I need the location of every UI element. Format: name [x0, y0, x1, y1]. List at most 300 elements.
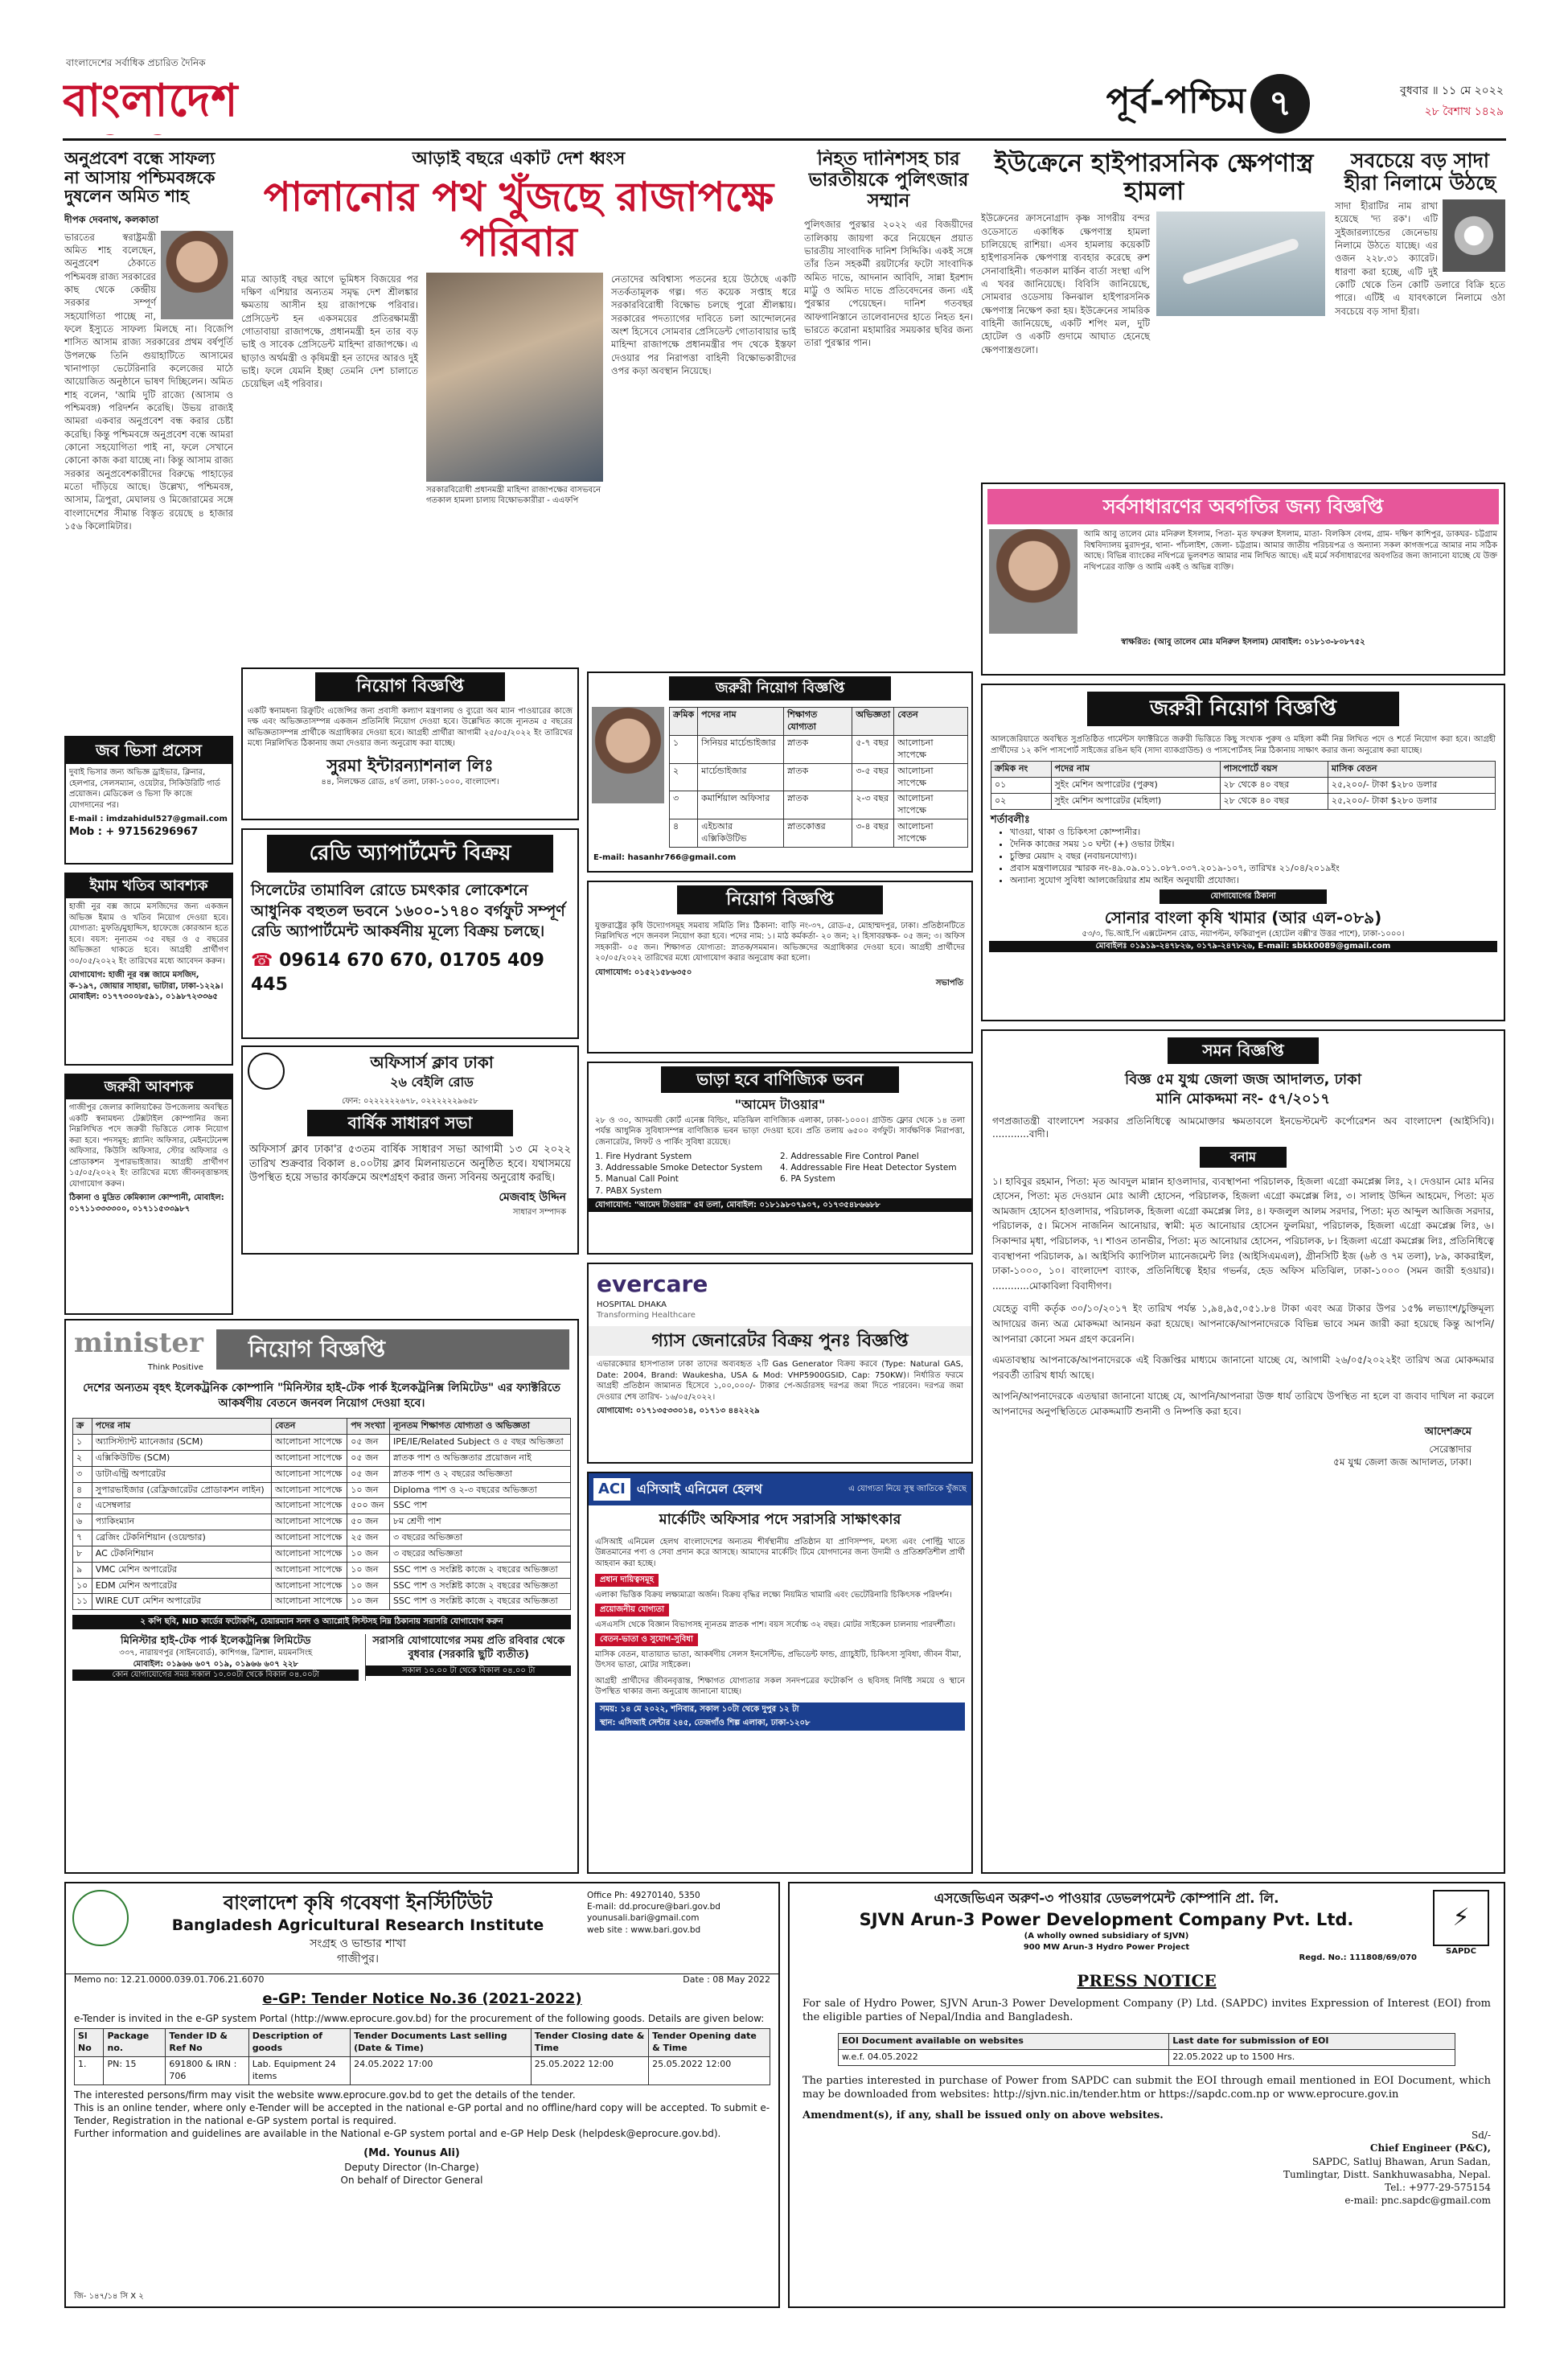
table-header-cell: পদ সংখ্যা — [347, 1419, 390, 1435]
ad-title: ইমাম খতিব আবশ্যক — [66, 874, 232, 898]
condition-item: • খাওয়া, থাকা ও চিকিৎসা কোম্পানীর। — [1010, 827, 1496, 839]
table-header-cell: ক্র — [73, 1419, 92, 1435]
table-cell: সুইং মেশিন অপারেটর (মহিলা) — [1051, 793, 1220, 809]
fire-safety-item: 2. Addressable Fire Control Panel — [780, 1152, 919, 1162]
table-header-cell: Tender ID & Ref No — [166, 2029, 248, 2057]
table-cell: ৫ — [73, 1498, 92, 1514]
table-header-cell: Tender Opening date & Time — [649, 2029, 770, 2057]
article-body: সাদা হীরাটির নাম রাখা হয়েছে 'দ্য রক'। এটি সুইজারল্যান্ডের জেনেভায় নিলামে উঠতে যাচ্ছে। এর ওজন ২২৮.৩১ ক্যারেট। ধারণা করা হচ্ছে, এটি দুই কোটি থেকে তিন কোটি ডলারে বিক্রি হতে পারে। এটিই এ যাবৎকালে নিলামে ওঠা সবচেয়ে বড় সাদা হীরা। — [1335, 200, 1505, 317]
ad-officers-club — [241, 1045, 579, 1255]
ad-email[interactable]: E-mail: hasanhr766@gmail.com — [593, 852, 737, 862]
building-name: "আমেদ টাওয়ার" — [734, 1097, 826, 1112]
table-cell: আলোচনা সাপেক্ষে — [271, 1466, 347, 1482]
memo-date: Date : 08 May 2022 — [683, 1974, 770, 1985]
table-cell: ৯ — [73, 1562, 92, 1578]
memo-no: Memo no: 12.21.0000.039.01.706.21.6070 — [74, 1974, 265, 1985]
signatory-role: Deputy Director (In-Charge) — [344, 2161, 479, 2173]
ad-mobile[interactable]: Mob : + 97156296967 — [69, 825, 199, 838]
table-cell: ৩-৫ বছর — [852, 763, 894, 791]
sjvn-address-2: Tumlingtar, Distt. Sankhuwasabha, Nepal. — [1283, 2168, 1491, 2180]
ad-aci-animal-health — [587, 1472, 973, 1874]
table-cell: মার্চেন্ডাইজার — [698, 763, 784, 791]
ad-body: এভারকেয়ার হাসপাতাল ঢাকা তাদের অব্যবহৃত ২টি Gas Generator বিক্রয় করবে (Type: Natural GAS, Date: 2004, Brand: Waukesha, USA & Mod: VHP5900GSID, Cap: 750KW)। নির্ধারিত ফরমে আগ্রহী প্রতিষ্ঠান জামানত হিসেবে ১,০০,০০০/- টাকার পে-অর্ডারসহ দরপত্র জমা দিতে পারবেন। দরপত্র জমা দেওয়ার শেষ তারিখ- ১৬/০৫/২০২২। — [597, 1360, 963, 1402]
table-row — [73, 1546, 571, 1562]
table-cell: ৩ — [670, 791, 698, 819]
evercare-sub: HOSPITAL DHAKA — [597, 1300, 667, 1309]
table-cell: ২ — [73, 1450, 92, 1466]
table-header-cell: বেতন — [271, 1419, 347, 1435]
eoi-table — [838, 2033, 1455, 2066]
table-cell: আলোচনা সাপেক্ষে — [894, 791, 968, 819]
table-cell: আলোচনা সাপেক্ষে — [271, 1594, 347, 1610]
conditions-list — [983, 827, 1504, 886]
table-cell: আলোচনা সাপেক্ষে — [894, 735, 968, 763]
masthead-tagline: বাংলাদেশের সর্বাধিক প্রচারিত দৈনিক — [66, 57, 206, 68]
table-row — [73, 1530, 571, 1546]
table-cell: ০৫ জন — [347, 1466, 390, 1482]
table-cell: ১১ — [73, 1594, 92, 1610]
section-qualification-body: এসএসসি থেকে বিজ্ঞান বিভাগসহ ন্যূনতম স্নাতক পাশ। বয়স সর্বোচ্চ ৩২ বছর। মোটর সাইকেল চালনায় পারদর্শীতা। — [595, 1620, 956, 1629]
company-mobile[interactable]: মোবাইলঃ ০১৯১৯-২৪৭৮২৬, ০১৭৯-২৪৭৮২৬, E-mail: sbkk0089@gmail.com — [989, 941, 1497, 952]
fire-safety-item: 5. Manual Call Point — [595, 1174, 679, 1185]
table-header-cell: Package no. — [104, 2029, 166, 2057]
bari-name-en: Bangladesh Agricultural Research Institute — [171, 1916, 544, 1935]
table-cell: এসেম্বলার — [92, 1498, 271, 1514]
ad-contact: যোগাযোগ: হাজী নূর বক্স জামে মসজিদ, ক-১৯৭, জোয়ার সাহারা, ভাটারা, ঢাকা-১২২৯। মোবাইল: ০১৭৭৩০০৮৫৯১, ০১৯৮৭২৩৩৬৫ — [69, 971, 224, 1002]
tender-p2: This is an online tender, where only e-Tender will be accepted in the national e-GP portal and no offline/hard copy will be accepted. To submit e-Tender, Registration in the national e-GP system portal is required. — [74, 2101, 770, 2126]
company-mobile[interactable]: মোবাইল: ০১৯৬৬ ৬০৭ ০১৯, ০১৯৬৬ ৬০৭ ২২৮ — [133, 1659, 298, 1669]
protest-photo — [426, 273, 603, 482]
ad-title: নিয়োগ বিজ্ঞপ্তি — [315, 672, 505, 701]
sjvn-email[interactable]: e-mail: pnc.sapdc@gmail.com — [1344, 2195, 1491, 2207]
sjvn-title-en: SJVN Arun-3 Power Development Company Pvt. Ltd. — [859, 1909, 1354, 1929]
table-cell: আলোচনা সাপেক্ষে — [271, 1450, 347, 1466]
table-cell: কমার্শিয়াল অফিসার — [698, 791, 784, 819]
summons-order: আদেশক্রমে — [1424, 1426, 1472, 1439]
table-cell: 22.05.2022 up to 1500 Hrs. — [1169, 2049, 1455, 2065]
table-cell: AC টেকনিশিয়ান — [92, 1546, 271, 1562]
fire-safety-item: 3. Addressable Smoke Detector System — [595, 1163, 763, 1173]
signatory-role-2: On behalf of Director General — [340, 2175, 483, 2186]
interview-place: স্থান: এসিআই সেন্টার ২৪৫, তেজগাঁও শিল্প এলাকা, ঢাকা-১২০৮ — [595, 1716, 965, 1731]
table-cell: ১০ জন — [347, 1482, 390, 1498]
headline: নিহত দানিশসহ চার ভারতীয়কে পুলিৎজার সম্মান — [808, 150, 969, 212]
ad-title: জরুরী নিয়োগ বিজ্ঞপ্তি — [669, 676, 891, 700]
ad-intro: এসিআই এনিমেল হেলথ বাংলাদেশের অন্যতম শীর্ষস্থানীয় প্রতিষ্ঠান যা প্রাণিসম্পদ, মৎস্য এবং পোল্ট্রি খাতে উন্নতমানের পণ্য ও সেবা প্রদান করে আসছে। আমাদের মার্কেটিং টিমে যোগদানের জন্য উদ্যমী ও প্রতিশ্রুতিশীল প্রার্থী আহবান করা হচ্ছে। — [595, 1537, 965, 1568]
table-row — [670, 819, 968, 848]
table-cell: SSC পাশ — [389, 1498, 570, 1514]
ad-intro: দেশের অন্যতম বৃহৎ ইলেকট্রনিক কোম্পানি "মিনিস্টার হাই-টেক পার্ক ইলেকট্রনিক্স লিমিটেড" এর ফ্যাক্টরিতে আকর্ষণীয় বেতনে জনবল নিয়োগ দেওয়া হবে। — [83, 1382, 560, 1411]
ad-body: হাজী নুর বক্স জামে মসজিদের জন্য একজন অভিজ্ঞ ইমাম ও খতিব নিয়োগ দেওয়া হবে। যোগ্যতা: মুফতি/মুহাদ্দিস, হাফেজে কোরআন হতে হবে। বয়স: নূন্যতম ৩৫ বছর ও ৫ বছরের অভিজ্ঞতা থাকতে হবে। আগ্রহী প্রার্থীগণ ৩০/০৫/২০২২ ইং তারিখের মধ্যে আবেদন করুন। — [69, 902, 228, 966]
signatory-name: (Md. Younus Ali) — [363, 2147, 460, 2160]
table-cell: SSC পাশ ও সংশ্লিষ্ট কাজে ২ বছরের অভিজ্ঞতা — [389, 1594, 570, 1610]
article-body: ইউক্রেনের ক্রাসনোগ্রাদ কৃষ্ণ সাগরীয় বন্দর ওডেসাতে একাধিক ক্ষেপণাস্ত্র হামলা চালিয়েছে রাশিয়া। এসব হামলায় কয়েকটি হাইপারসনিক ক্ষেপণাস্ত্র ব্যবহার করেছে রুশ সেনাবাহিনী। গতকাল মার্কিন বার্তা সংস্থা এপি এ খবর জানিয়েছে। বিবিসি জানিয়েছে, সোমবার ওডেসায় কিনঝাল হাইপারসনিক ক্ষেপণাস্ত্র নিক্ষেপ করা হয়। ইউক্রেনের সামরিক বাহিনী জানিয়েছে, একটি শপিং মল, দুটি হোটেল ও একটি গুদামে আঘাত হেনেছে ক্ষেপণাস্ত্রগুলো। — [981, 212, 1150, 355]
ad-contact: যোগাযোগ: ০১৫২১৫৮৬৩৫০ — [595, 967, 692, 977]
summons-para-3: আপনি/আপনাদেরকে এতদ্বারা জানানো যাচ্ছে যে, আপনি/আপনারা উক্ত ধার্য তারিখে উপস্থিত না হলে বা জবাব দাখিল না করলে আপনাদের অনুপস্থিতিতে মোকদ্দমাটি শুনানী ও নিষ্পত্তি করা হবে। — [992, 1390, 1494, 1417]
table-header-cell: পদের নাম — [698, 708, 784, 736]
summons-title: সমন বিজ্ঞপ্তি — [1168, 1037, 1319, 1064]
ad-body: দুবাই ভিসার জন্য অভিজ্ঞ ড্রাইভার, ক্লিনার, হেলপার, সেলসম্যান, ওয়েটার, সিকিউরিটি গার্ড প্রয়োজন। মেডিকেল ও ভিসা ফি কাজে যোগদানের পর। — [69, 768, 220, 810]
table-cell: SSC পাশ ও সংশ্লিষ্ট কাজে ২ বছরের অভিজ্ঞতা — [389, 1578, 570, 1594]
table-cell: আলোচনা সাপেক্ষে — [271, 1546, 347, 1562]
table-row — [670, 735, 968, 763]
ad-job-visa — [64, 736, 233, 865]
table-cell: ৮ম শ্রেণী পাশ — [389, 1514, 570, 1530]
section-duties: প্রধান দায়িত্বসমূহ — [595, 1574, 659, 1587]
contact-hours: কোন যোগাযোগের সময় সকাল ১০.০০টা থেকে বিকাল ০৪.০০টা — [72, 1670, 359, 1681]
ad-email[interactable]: E-mail : imdzahidul527@gmail.com — [69, 815, 228, 824]
headline: পালানোর পথ খুঁজছে রাজাপক্ষে পরিবার — [263, 173, 774, 265]
table-cell: ৪ — [73, 1482, 92, 1498]
headline: সবচেয়ে বড় সাদা হীরা নিলামে উঠছে — [1344, 150, 1496, 195]
company-address: ৩৩৭, নারায়ণপুর (সাইনবোর্ড), কাশিগঞ্জ, ত্রিশাল, ময়মনসিংহ — [119, 1649, 313, 1658]
page-number-badge: ৭ — [1250, 74, 1310, 133]
ad-urgent-recruitment-table — [587, 672, 973, 873]
sjvn-reg: Regd. No.: 111808/69/070 — [1299, 1953, 1417, 1963]
ad-company: সুরমা ইন্টারন্যাশনাল লিঃ — [326, 755, 494, 775]
byline: দীপক দেবনাথ, কলকাতা — [64, 213, 159, 225]
table-cell: আলোচনা সাপেক্ষে — [894, 763, 968, 791]
club-phone: ফোন: ০২২২২২২৬৭৮, ০২২২২২২৯৬৫৮ — [342, 1096, 478, 1106]
notice-title: সর্বসাধারণের অবগতির জন্য বিজ্ঞপ্তি — [987, 489, 1499, 524]
table-header-cell: Last date for submission of EOI — [1169, 2033, 1455, 2049]
table-cell: WIRE CUT মেশিন অপারেটর — [92, 1594, 271, 1610]
table-cell: স্নাতক পাশ ও ২ বছরের অভিজ্ঞতা — [389, 1466, 570, 1482]
table-cell: ব্রেজিং টেকনিশিয়ান (ওয়েল্ডার) — [92, 1530, 271, 1546]
ad-surma-recruitment — [241, 667, 579, 820]
bari-dept: সংগ্রহ ও ভান্ডার শাখা — [310, 1937, 406, 1951]
ad-title: মার্কেটিং অফিসার পদে সরাসরি সাক্ষাৎকার — [659, 1511, 901, 1529]
ad-sign: সভাপতি — [935, 979, 963, 988]
ad-title: গ্যাস জেনারেটর বিক্রয় পুনঃ বিজ্ঞপ্তি — [589, 1326, 971, 1357]
agm-title: বার্ষিক সাধারণ সভা — [307, 1110, 513, 1136]
table-header-cell: মাসিক বেতন — [1328, 762, 1495, 778]
table-header-cell: পাসপোর্টে বয়স — [1220, 762, 1328, 778]
ad-ready-apartment — [241, 828, 579, 1039]
table-cell: ৫০ জন — [347, 1514, 390, 1530]
conditions-title: শর্তাবলীঃ — [991, 813, 1030, 826]
table-cell: ৩ — [73, 1466, 92, 1482]
advertiser-photo — [592, 707, 664, 803]
ad-title: জরুরী নিয়োগ বিজ্ঞপ্তি — [1087, 692, 1399, 726]
table-cell: স্নাতকোত্তর — [784, 819, 852, 848]
ad-body: আলজেরিয়াতে অবস্থিত সুপ্রতিষ্ঠিত গার্মেন্টস ফ্যাক্টরিতে জরুরী ভিত্তিতে কিছু সংখ্যক পুরুষ ও মহিলা কর্মী নিম্ন লিখিত পদে ও শর্তে নিয়োগ করা হবে। আগ্রহী প্রার্থীদের ১২ কপি পাসপোর্ট সাইজের রঙিন ছবি (সাদা ব্যাকগ্রাউন্ড) ও পাসপোর্টসহ নিম্ন ঠিকানায় সাক্ষাৎ করার জন্য অনুরোধ করা যাচ্ছে। — [991, 735, 1496, 755]
vacancy-table — [669, 707, 968, 847]
table-cell: VMC মেশিন অপারেটর — [92, 1562, 271, 1578]
summons-role: সেরেস্তাদার — [1429, 1444, 1472, 1456]
company-name: সোনার বাংলা কৃষি খামার (আর এল-০৮৯) — [1104, 907, 1382, 927]
fire-safety-item: 1. Fire Hydrant System — [595, 1152, 692, 1162]
table-cell: এক্সিকিউটিভ (SCM) — [92, 1450, 271, 1466]
table-cell: ৭ — [73, 1530, 92, 1546]
article-pulitzer — [804, 150, 973, 632]
table-row — [670, 791, 968, 819]
kicker: আড়াই বছরে একটি দেশ ধ্বংস — [412, 150, 626, 169]
table-cell: ৬ — [73, 1514, 92, 1530]
press-notice-heading: PRESS NOTICE — [1077, 1970, 1217, 1990]
fire-safety-list — [589, 1149, 971, 1198]
bari-website[interactable]: web site : www.bari.gov.bd — [587, 1924, 701, 1935]
evercare-logo: evercare — [597, 1271, 708, 1297]
notice-sign: স্বাক্ষরিত: (আবু তালেব মোঃ মনিরুল ইসলাম) মোবাইল: ০১৮১৩-৮০৮৭৫২ — [1121, 638, 1365, 647]
headline: ইউক্রেনে হাইপারসনিক ক্ষেপণাস্ত্র হামলা — [994, 150, 1314, 206]
ad-body: সিলেটের তামাবিল রোডে চমৎকার লোকেশনে আধুনিক বহুতল ভবনে ১৬০০-১৭৪০ বর্গফুট সম্পূর্ণ রেডি অ্যাপার্টমেন্ট আকর্ষনীয় মূল্যে বিক্রয় চলছে। — [251, 881, 565, 941]
fire-safety-item: 4. Addressable Fire Heat Detector System — [780, 1163, 957, 1173]
table-cell: ০১ — [991, 777, 1052, 793]
ad-contact: ঠিকানা ও মুদ্রিত কেমিক্যাল কোম্পানী, মোবাইল: ০১৭১১৩৩৩৩০০, ০১৭১১৫৩৩৯৮৭ — [69, 1193, 224, 1214]
tender-title: e-GP: Tender Notice No.36 (2021-2022) — [262, 1990, 582, 2007]
table-cell: ৫-৭ বছর — [852, 735, 894, 763]
table-row — [73, 1594, 571, 1610]
table-cell: Diploma পাশ ও ২-৩ বছরের অভিজ্ঞতা — [389, 1482, 570, 1498]
aci-tag: এ যোগ্যতা নিয়ে সুস্থ জাতিকে খুঁজছে — [848, 1485, 967, 1494]
summons-para-2: এমতাবস্থায় আপনাকে/আপনাদেরকে এই বিজ্ঞপ্তির মাধ্যমে জানানো যাচ্ছে যে, আগামী ২৬/০৫/২০২২ইং তারিখ অত্র মোকদ্দমার পরবর্তী তারিখ ধার্য্য আছে। — [992, 1354, 1494, 1381]
interview-time: সকাল ১০.০০ টা থেকে বিকাল ০৪.০০ টা — [366, 1665, 571, 1677]
section-benefits: বেতন-ভাতা ও সুযোগ-সুবিধা — [595, 1633, 698, 1646]
ad-krishi-recruitment — [587, 881, 973, 1054]
table-header-cell: Description of goods — [248, 2029, 350, 2057]
ad-imam — [64, 873, 233, 1066]
ad-title: নিয়োগ বিজ্ঞপ্তি — [677, 885, 883, 914]
table-header-cell: পদের নাম — [92, 1419, 271, 1435]
signatory-role: Chief Engineer (P&C), — [1369, 2142, 1491, 2154]
company-address: ৫৩/৩, ভি.আই.পি এক্সটেনশন রোড, নয়াপল্টন, ফকিরাপুল (হোটেল বক্সী'র উত্তর পাশে), ঢাকা-১০০০। — [1082, 929, 1405, 939]
table-cell: ৫০০ জন — [347, 1498, 390, 1514]
photo-caption: সরকারবিরোধী প্রধানমন্ত্রী মাহিন্দা রাজাপক্ষের বাসভবনে গতকাল হামলা চালায় বিক্ষোভকারীরা - এএফপি — [426, 485, 601, 506]
table-row — [73, 1466, 571, 1482]
table-cell: সুপারভাইজার (রেফ্রিজারেটর প্রোডাকশন লাইন) — [92, 1482, 271, 1498]
section-benefits-body: মাসিক বেতন, যাতায়াত ভাতা, আকর্ষণীয় সেলস ইনসেন্টিভ, প্রভিডেন্ট ফান্ড, গ্র্যাচুইটি, চিকিৎসা সুবিধা, জীবন বীমা, উৎসব ভাতা, মোটর সাইকেল। — [595, 1649, 962, 1670]
table-cell: Lab. Equipment 24 items — [248, 2056, 350, 2084]
address-title: যোগাযোগের ঠিকানা — [1160, 889, 1327, 904]
table-cell: ২৫,২০০/- টাকা $২৮০ ডলার — [1328, 777, 1495, 793]
ad-contact: যোগাযোগ: ০১৭১৩৫৩৩০১৪, ০১৭১৩ ৪৪২২২৯ — [597, 1407, 760, 1416]
table-cell: ১০ — [73, 1578, 92, 1594]
table-cell: 24.05.2022 17:00 — [351, 2056, 532, 2084]
table-cell: ০৫ জন — [347, 1435, 390, 1451]
summons-court: ৫ম যুগ্ম জেলা জজ আদালত, ঢাকা। — [1333, 1456, 1472, 1468]
table-cell: আলোচনা সাপেক্ষে — [271, 1435, 347, 1451]
section-title: পূর্ব-পশ্চিম — [1106, 80, 1246, 121]
table-cell: আলোচনা সাপেক্ষে — [271, 1482, 347, 1498]
lightning-logo-icon: ⚡ — [1433, 1890, 1489, 1946]
ad-evercare-generator — [587, 1263, 973, 1464]
plaintiff: গণপ্রজাতন্ত্রী বাংলাদেশ সরকার প্রতিনিধিত্বে আমমোক্তার ক্ষমতাবলে ইনভেস্টমেন্ট কর্পোরেশন অব বাংলাদেশ (আইসিবি)। ............বাদী। — [992, 1115, 1494, 1140]
table-row — [73, 1514, 571, 1530]
table-cell: w.e.f. 04.05.2022 — [839, 2049, 1169, 2065]
date-line: বুধবার ॥ ১১ মে ২০২২ — [1400, 84, 1504, 97]
table-cell: 691800 & IRN : 706 — [166, 2056, 248, 2084]
table-header-cell: বেতন — [894, 708, 968, 736]
diamond-photo — [1443, 199, 1505, 272]
table-header-cell: ক্রমিক নং — [991, 762, 1052, 778]
table-cell: স্নাতক — [784, 763, 852, 791]
table-cell: ৩-৪ বছর — [852, 819, 894, 848]
ad-code: জি- ১৪৭/১৪ সি X ২ — [74, 2291, 144, 2301]
minister-logo: minister — [74, 1327, 203, 1359]
table-cell: সুইং মেশিন অপারেটর (পুরুষ) — [1051, 777, 1220, 793]
table-cell: আলোচনা সাপেক্ষে — [271, 1514, 347, 1530]
interview-date: সময়: ১৪ মে ২০২২, শনিবার, সকাল ১০টা থেকে দুপুর ১২ টা — [595, 1702, 965, 1717]
section-qualification: প্রয়োজনীয় যোগ্যতা — [595, 1604, 669, 1616]
condition-item: • অন্যান্য সুযোগ সুবিধা আলজেরিয়ার শ্রম আইন অনুযায়ী প্রযোজ্য। — [1010, 875, 1496, 887]
sd: Sd/- — [1472, 2130, 1491, 2142]
ad-body: ২৮ ও ৩০, আদমজী কোর্ট এনেক্স বিল্ডিং, মতিঝিল বাণিজ্যিক এলাকা, ঢাকা-১০০০। গ্রাউন্ড ফ্লোর থেকে ১৪ তলা পর্যন্ত আধুনিক সুবিধাসম্পন্ন বাণিজ্যিক ভবন ভাড়া দেওয়া হবে। প্রতি তলায় ৬৫০০ বর্গফুট। সার্বক্ষণিক নিরাপত্তা, জেনারেটর, লিফট ও পার্কিং সুবিধা রয়েছে। — [595, 1115, 965, 1147]
table-header-cell: Tender Closing date & Time — [531, 2029, 648, 2057]
bari-email[interactable]: E-mail: dd.procure@bari.gov.bd — [587, 1902, 720, 1912]
tender-intro: e-Tender is invited in the e-GP system Portal (http://www.eprocure.gov.bd) for the procurement of the following goods. Details are given below: — [74, 2012, 765, 2024]
sjvn-address-1: SAPDC, Satluj Bhawan, Arun Sadan, — [1311, 2155, 1491, 2167]
table-header-cell: পদের নাম — [1051, 762, 1220, 778]
section-duties-body: এলাকা ভিত্তিক বিক্রয় লক্ষ্যমাত্রা অর্জন। বিক্রয় বৃদ্ধির লক্ষ্যে নিয়মিত খামারি এবং ভেটেরিনারি চিকিৎসক পরিদর্শন। — [595, 1590, 952, 1600]
table-cell: ০২ — [991, 793, 1052, 809]
table-cell: ১০ জন — [347, 1562, 390, 1578]
bari-city: গাজীপুর। — [337, 1952, 379, 1965]
sjvn-press-notice — [788, 1882, 1505, 2308]
minister-vacancy-table — [72, 1418, 571, 1610]
article-rajapaksa — [241, 150, 796, 648]
ad-contact: যোগাযোগ: "আমেদ টাওয়ার" ৫ম তলা, মোবাইল: ০১৮১৯৮০৭৯০৭, ০১৭৩৫৪৮৬৬৮৮ — [589, 1198, 971, 1213]
masthead-logo[interactable]: বাংলাদেশ — [63, 74, 239, 127]
table-cell: EDM মেশিন অপারেটর — [92, 1578, 271, 1594]
table-cell: 25.05.2022 12:00 — [649, 2056, 770, 2084]
amit-shah-photo — [161, 231, 233, 319]
table-cell: ২ — [670, 763, 698, 791]
table-cell: আলোচনা সাপেক্ষে — [894, 819, 968, 848]
table-cell: 25.05.2022 12:00 — [531, 2056, 648, 2084]
table-cell: ৮ — [73, 1546, 92, 1562]
summons-para-1: যেহেতু বাদী কর্তৃক ৩০/১০/২০১৭ ইং তারিখ পর্যন্ত ১,৯৪,৯৫,০৫১.৮৪ টাকা এবং অত্র টাকার উপর ১৫% লভ্যাংশ/চুক্তিমূল্য আদায়ের জন্য অত্র মোকদ্দমা আনয়ন করা হয়েছে। আপনাকে/আপনাদেরকে বিভিন্ন ভাবে সমন জারী করা হয়েছে কিন্তু আপনি/আপনারা কোনো সমন গ্রহণ করেননি। — [992, 1303, 1494, 1345]
table-cell: ২৫ জন — [347, 1530, 390, 1546]
versus: বনাম — [1200, 1147, 1287, 1168]
missile-photo — [1156, 212, 1325, 316]
table-row — [73, 1562, 571, 1578]
table-row — [73, 1482, 571, 1498]
tender-p3: Further information and guidelines are available in the National e-GP system portal and e-GP Help Desk (helpdesk@eprocure.gov.bd). — [74, 2128, 721, 2140]
article-body-1: মাত্র আড়াই বছর আগে ভূমিধস বিজয়ের পর দক্ষিণ এশিয়ার অন্যতম সমৃদ্ধ দেশ শ্রীলঙ্কার ক্ষমতায় আসীন হয় রাজাপক্ষে পরিবার। প্রেসিডেন্ট হন একসময়ের প্রতিরক্ষামন্ত্রী গোতাবায়া রাজাপক্ষে, প্রধানমন্ত্রী হন তার বড় ভাই ও সাবেক প্রেসিডেন্ট মাহিন্দা রাজাপক্ষে। এ ছাড়াও অর্থমন্ত্রী ও কৃষিমন্ত্রী হন তাদের আরও দুই ভাই। ফলে যেমনি ইচ্ছা তেমনি দেশ চালাতে চেয়েছিল এই পরিবার। — [241, 273, 418, 390]
table-header-cell: EOI Document available on websites — [839, 2033, 1169, 2049]
bari-emblem-icon — [72, 1890, 129, 1946]
bari-email-2[interactable]: younusali.bari@gmail.com — [587, 1913, 700, 1924]
ad-body: গাজীপুর জেলার কালিয়াকৈর উপজেলায় অবস্থিত একটি স্বনামধন্য টেক্সটাইল কোম্পানির জন্য নিম্নলিখিত পদে জরুরী ভিত্তিতে লোক নিয়োগ করা হবে। পদসমূহ: প্ল্যানিং অফিসার, মেইনটেনেন্স অফিসার, কিউসি অফিসার, স্টোর অফিসার ও প্রোডাকশন সুপারভাইজার। আগ্রহী প্রার্থীগণ ১৫/০৫/২০২২ ইং তারিখের মধ্যে জীবনবৃত্তান্তসহ যোগাযোগ করুন। — [69, 1103, 228, 1189]
agm-sign-role: সাধারণ সম্পাদক — [512, 1207, 566, 1217]
ad-algeria-garments — [981, 684, 1505, 1021]
table-cell: আলোচনা সাপেক্ষে — [271, 1578, 347, 1594]
table-cell: ডাটাএন্ট্রি অপারেটর — [92, 1466, 271, 1482]
table-cell: ৩ বছরের অভিজ্ঞতা — [389, 1530, 570, 1546]
ad-title: ভাড়া হবে বাণিজ্যিক ভবন — [661, 1066, 899, 1093]
sjvn-project: 900 MW Arun-3 Hydro Power Project — [1023, 1942, 1190, 1952]
press-notice-p3: Amendment(s), if any, shall be issued only on above websites. — [802, 2109, 1164, 2121]
table-header-cell: ন্যূনতম শিক্ষাগত যোগ্যতা ও অভিজ্ঞতা — [389, 1419, 570, 1435]
table-row — [991, 793, 1496, 809]
person-photo — [989, 529, 1077, 634]
ad-phone[interactable]: ☎ 09614 670 670, 01705 409 445 — [251, 951, 544, 995]
condition-item: • চুক্তির মেয়াদ ২ বছর (নবায়নযোগ্য)। — [1010, 851, 1496, 863]
court-summons — [981, 1029, 1505, 1874]
ad-title: জরুরী আবশ্যক — [66, 1075, 232, 1099]
table-cell: ২৫,২০০/- টাকা $২৮০ ডলার — [1328, 793, 1495, 809]
sjvn-tel: Tel.: +977-29-575154 — [1385, 2181, 1491, 2193]
table-row — [73, 1578, 571, 1594]
table-header-cell: অভিজ্ঞতা — [852, 708, 894, 736]
court-name: বিজ্ঞ ৫ম যুগ্ম জেলা জজ আদালত, ঢাকা — [1125, 1071, 1361, 1088]
garments-table — [991, 761, 1496, 810]
table-cell: এইচআর এক্সিকিউটিভ — [698, 819, 784, 848]
table-header-cell: Sl No — [75, 2029, 104, 2057]
table-header-cell: Tender Documents Last selling (Date & Time) — [351, 2029, 532, 2057]
table-row — [73, 1450, 571, 1466]
table-cell: ১০ জন — [347, 1546, 390, 1562]
article-body: ভারতের স্বরাষ্ট্রমন্ত্রী অমিত শাহ বলেছেন, অনুপ্রবেশ ঠেকাতে পশ্চিমবঙ্গ রাজ্য সরকারের কাছ থেকে কেন্দ্রীয় সরকার সম্পূর্ণ সহযোগিতা পাচ্ছে না, ফলে ইস্যুতে সাফল্য মিলছে না। বিজেপি শাসিত আসাম রাজ্য সরকারের প্রথম বর্ষপূর্তি উপলক্ষে তিনি গুয়াহাটিতে আসামের খানাপাড়া ভেটেরিনারি কলেজের মাঠে আয়োজিত অনুষ্ঠানে ভাষণ দিচ্ছিলেন। অমিত শাহ বলেন, 'আমি দুটি রাজ্যে (আসাম ও পশ্চিমবঙ্গ) পরিদর্শন করেছি। উভয় রাজ্যই আমরা একবার অনুপ্রবেশ বন্ধ করার চেষ্টা করেছি। কিন্তু পশ্চিমবঙ্গে অনুপ্রবেশ বন্ধে আমরা কোনো সহযোগিতা পাই না, ফলে সেখানে কোনো কাজ করা যাচ্ছে না। কিন্তু আসাম রাজ্য সরকার অনুপ্রবেশকারীদের বিরুদ্ধে পাহাড়ের মতো দাঁড়িয়ে আছে। উল্লেখ্য, পশ্চিমবঙ্গ, আসাম, ত্রিপুরা, মেঘালয় ও মিজোরামের সঙ্গে বাংলাদেশের সীমান্ত বিস্তৃত রয়েছে ৪ হাজার ১৫৬ কিলোমিটার। — [64, 231, 233, 532]
bari-name-bn: বাংলাদেশ কৃষি গবেষণা ইনস্টিটিউট — [223, 1891, 493, 1914]
table-cell: SSC পাশ ও সংশ্লিষ্ট কাজে ২ বছরের অভিজ্ঞতা — [389, 1562, 570, 1578]
ad-address: ৪৪, নিলক্ষেত রোড, ৪র্থ তলা, ঢাকা-১০০০, বাংলাদেশ। — [321, 778, 499, 787]
club-emblem-icon — [248, 1053, 285, 1090]
ad-title: জব ভিসা প্রসেস — [66, 737, 232, 764]
table-cell: আলোচনা সাপেক্ষে — [271, 1562, 347, 1578]
table-cell: সিনিয়র মার্চেন্ডাইজার — [698, 735, 784, 763]
table-cell: অ্যাসিস্ট্যান্ট ম্যানেজার (SCM) — [92, 1435, 271, 1451]
table-cell: ১০ জন — [347, 1594, 390, 1610]
public-notice — [981, 483, 1505, 676]
table-cell: প্যাকিংম্যান — [92, 1514, 271, 1530]
bari-tender-notice — [64, 1882, 780, 2308]
headline: অনুপ্রবেশ বন্ধে সাফল্য না আসায় পশ্চিমবঙ্গকে দুষলেন অমিত শাহ — [64, 150, 215, 207]
table-cell: ০৫ জন — [347, 1450, 390, 1466]
tender-p1: The interested persons/firm may visit the website www.eprocure.gov.bd to get the details of the tender. — [74, 2089, 576, 2101]
table-cell: ১০ জন — [347, 1578, 390, 1594]
company-name: মিনিস্টার হাই-টেক পার্ক ইলেকট্রনিক্স লিমিটেড — [121, 1634, 311, 1647]
case-number: মানি মোকদ্দমা নং- ৫৭/২০১৭ — [1155, 1090, 1331, 1108]
minister-tagline: Think Positive — [147, 1362, 203, 1372]
agm-sign: মেজবাহ উদ্দিন — [499, 1190, 566, 1204]
ad-closing: আগ্রহী প্রার্থীদের জীবনবৃত্তান্ত, শিক্ষাগত যোগ্যতার সকল সনদপত্রের ফটোকপি ও ছবিসহ নির্দিষ্ট সময়ে ও স্থানে উপস্থিত থাকার জন্য অনুরোধ জানানো যাচ্ছে। — [595, 1676, 965, 1697]
press-notice-p2: The parties interested in purchase of Power from SAPDC can submit the EOI through email mentioned in EOI Document, which may be downloaded from websites: http://sjvn.nic.in/tender.htm or https://sapdc.com.np or www.eprocure.gov.in — [802, 2074, 1491, 2101]
ad-body: একটি স্বনামধন্য রিক্রুটিং এজেন্সির জন্য প্রবাসী কল্যাণ মন্ত্রণালয় ও ব্যুরো অব ম্যান পাওয়ারের কাজে দক্ষ এবং অভিজ্ঞতাসম্পন্ন একজন প্রতিনিধি নিয়োগ দেওয়া হবে। উল্লেখিত কাজে ন্যূনতম ৫ বছরের অভিজ্ঞতাসম্পন্ন প্রার্থীকে অগ্রাধিকার দেওয়া হবে। আগ্রহী প্রার্থীরা আগামী ২৫/০৫/২০২২ ইং তারিখের মধ্যে নিম্নলিখিত ঠিকানায় জমা দেওয়ার জন্য অনুরোধ করা যাচ্ছে। — [248, 706, 573, 749]
condition-item: • দৈনিক কাজের সময় ১০ ঘন্টা (+) ওভার টাইম। — [1010, 839, 1496, 851]
table-row — [991, 777, 1496, 793]
article-body-2: নেতাদের অবিশ্বাস্য পতনের হয়ে উঠেছে একটি সতর্কতামূলক গল্প। গত কয়েক সপ্তাহ ধরে সরকারবিরোধী বিক্ষোভ চলছে পুরো শ্রীলঙ্কায়। সরকারের পদত্যাগের দাবিতে চলা আন্দোলনের অংশ হিসেবে সোমবার প্রেসিডেন্ট গোতাবায়ার ভাই মাহিন্দা রাজাপক্ষে প্রধানমন্ত্রীর পদ থেকে ইস্তফা দেওয়ার পর নিরাপত্তা বাহিনী বিক্ষোভকারীদের ওপর কড়া অবস্থান নিয়েছে। — [611, 273, 796, 376]
table-cell: স্নাতক — [784, 735, 852, 763]
table-cell: ১ — [73, 1435, 92, 1451]
table-cell: ৩ বছরের অভিজ্ঞতা — [389, 1546, 570, 1562]
table-header-cell: শিক্ষাগত যোগ্যতা — [784, 708, 852, 736]
aci-brand: এসিআই এনিমেল হেলথ — [636, 1481, 763, 1497]
tender-table — [74, 2028, 770, 2084]
table-cell: ৪ — [670, 819, 698, 848]
table-row — [670, 763, 968, 791]
masthead-rule — [63, 138, 1506, 141]
table-cell: ২৮ থেকে ৪০ বছর — [1220, 793, 1328, 809]
agm-body: অফিসার্স ক্লাব ঢাকা'র ৫৩তম বার্ষিক সাধারণ সভা আগামী ১৩ মে ২০২২ তারিখ শুক্রবার বিকাল ৪.০০টায় ক্লাব মিলনায়তনে অনুষ্ঠিত হবে। যথাসময়ে উপস্থিত হয়ে সভার কার্যক্রমে অংশগ্রহণ করার জন্য সবিনয় অনুরোধ করছি। — [249, 1144, 571, 1185]
ad-commercial-rent — [587, 1062, 973, 1255]
table-cell: আলোচনা সাপেক্ষে — [271, 1498, 347, 1514]
table-cell: 1. — [75, 2056, 104, 2084]
press-notice-body: For sale of Hydro Power, SJVN Arun-3 Power Development Company (P) Ltd. (SAPDC) invites Expression of Interest (EOI) from the eligible parties of Nepal/India and Bangladesh. — [802, 1997, 1491, 2024]
table-cell: স্নাতক পাশ ও অভিজ্ঞতার প্রয়োজন নাই — [389, 1450, 570, 1466]
defendants: ১। হাবিবুর রহমান, পিতা: মৃত আবদুল মান্নান হাওলাদার, ব্যবস্থাপনা পরিচালক, হিজলা এগ্রো কমপ্লেক্স লিঃ, ২। দেওয়ান মোঃ মনির হোসেন, পিতা: মৃত দেওয়ান মোঃ আলী হোসেন, পরিচালক, হিজলা এগ্রো কমপ্লেক্স লিঃ, ৩। সালাহ উদ্দিন আহমেদ, পিতা: মৃত আমজাদ হোসেন হাওলাদার, পরিচালক, হিজলা এগ্রো কমপ্লেক্স লিঃ, ৪। ফজলুল আলম সরদার, পিতা: মৃত আব্দুল আজিজ সরদার, পরিচালক, ৫। মিসেস নাজনিন আনোয়ার, স্বামী: মৃত আনোয়ার হোসেন ফুলমিয়া, পরিচালক, হিজলা এগ্রো কমপ্লেক্স লিঃ, ৬। সিকান্দার মৃধা, পরিচালক, ৭। শাওন তানভীর, পিতা: মৃত আনোয়ার হোসেন, পরিচালক, ৮। হিজলা এগ্রো কমপ্লেক্স লিঃ, প্রতিনিধিত্বে ব্যবস্থাপনা পরিচালক, ৯। আইসিবি ক্যাপিটাল ম্যানেজমেন্ট লিঃ (আইসিএমএল), গ্রীনসিটি ইজ (৬ষ্ঠ ও ৭ম তলা), ৮৯, কাকরাইল, ঢাকা-১০০০, ১০। বাংলাদেশ ব্যাংক, প্রতিনিধিত্বে ইহার গভর্নর, হেড অফিস মতিঝিল, ঢাকা-১০০০ (সমন জারী হওয়ার)। ............মোকাবিলা বিবাদীগণ। — [992, 1175, 1494, 1292]
table-cell: PN: 15 — [104, 2056, 166, 2084]
bari-office-phone: Office Ph: 49270140, 5350 — [587, 1891, 700, 1900]
club-name: অফিসার্স ক্লাব ঢাকা — [370, 1053, 494, 1072]
fire-safety-item: 7. PABX System — [595, 1185, 663, 1196]
ad-title: নিয়োগ বিজ্ঞপ্তি — [216, 1329, 569, 1370]
ad-note: ২ কপি ছবি, NID কার্ডের ফটোকপি, চেয়ারম্যান সনদ ও অ্যাপ্লোই লিস্টসহ নিম্ন ঠিকানায় সরাসরি যোগাযোগ করুন — [72, 1615, 571, 1629]
ad-minister-recruitment — [64, 1319, 579, 1874]
ad-body: যুক্তরাষ্ট্রের কৃষি উদ্যোগসমূহ সমবায় সমিতি লিঃ ঠিকানা: বাড়ি নং-৩৭, রোড-৫, মোহাম্মদপুর, ঢাকা। প্রতিষ্ঠানটিতে নিম্নলিখিত পদে জনবল নিয়োগ করা হবে। পদের নাম: ১। মাঠ কর্মকর্তা- ২০ জন; ২। হিসাবরক্ষক- ০৫ জন; ৩। অফিস সহকারী- ০৫ জন। শিক্ষাগত যোগ্যতা: স্নাতক/সমমান। অভিজ্ঞদের অগ্রাধিকার দেওয়া হবে। আগ্রহী প্রার্থীদের ২০/০৫/২০২২ তারিখের মধ্যে যোগাযোগ করার অনুরোধ করা হলো। — [595, 921, 965, 963]
table-row — [73, 1498, 571, 1514]
